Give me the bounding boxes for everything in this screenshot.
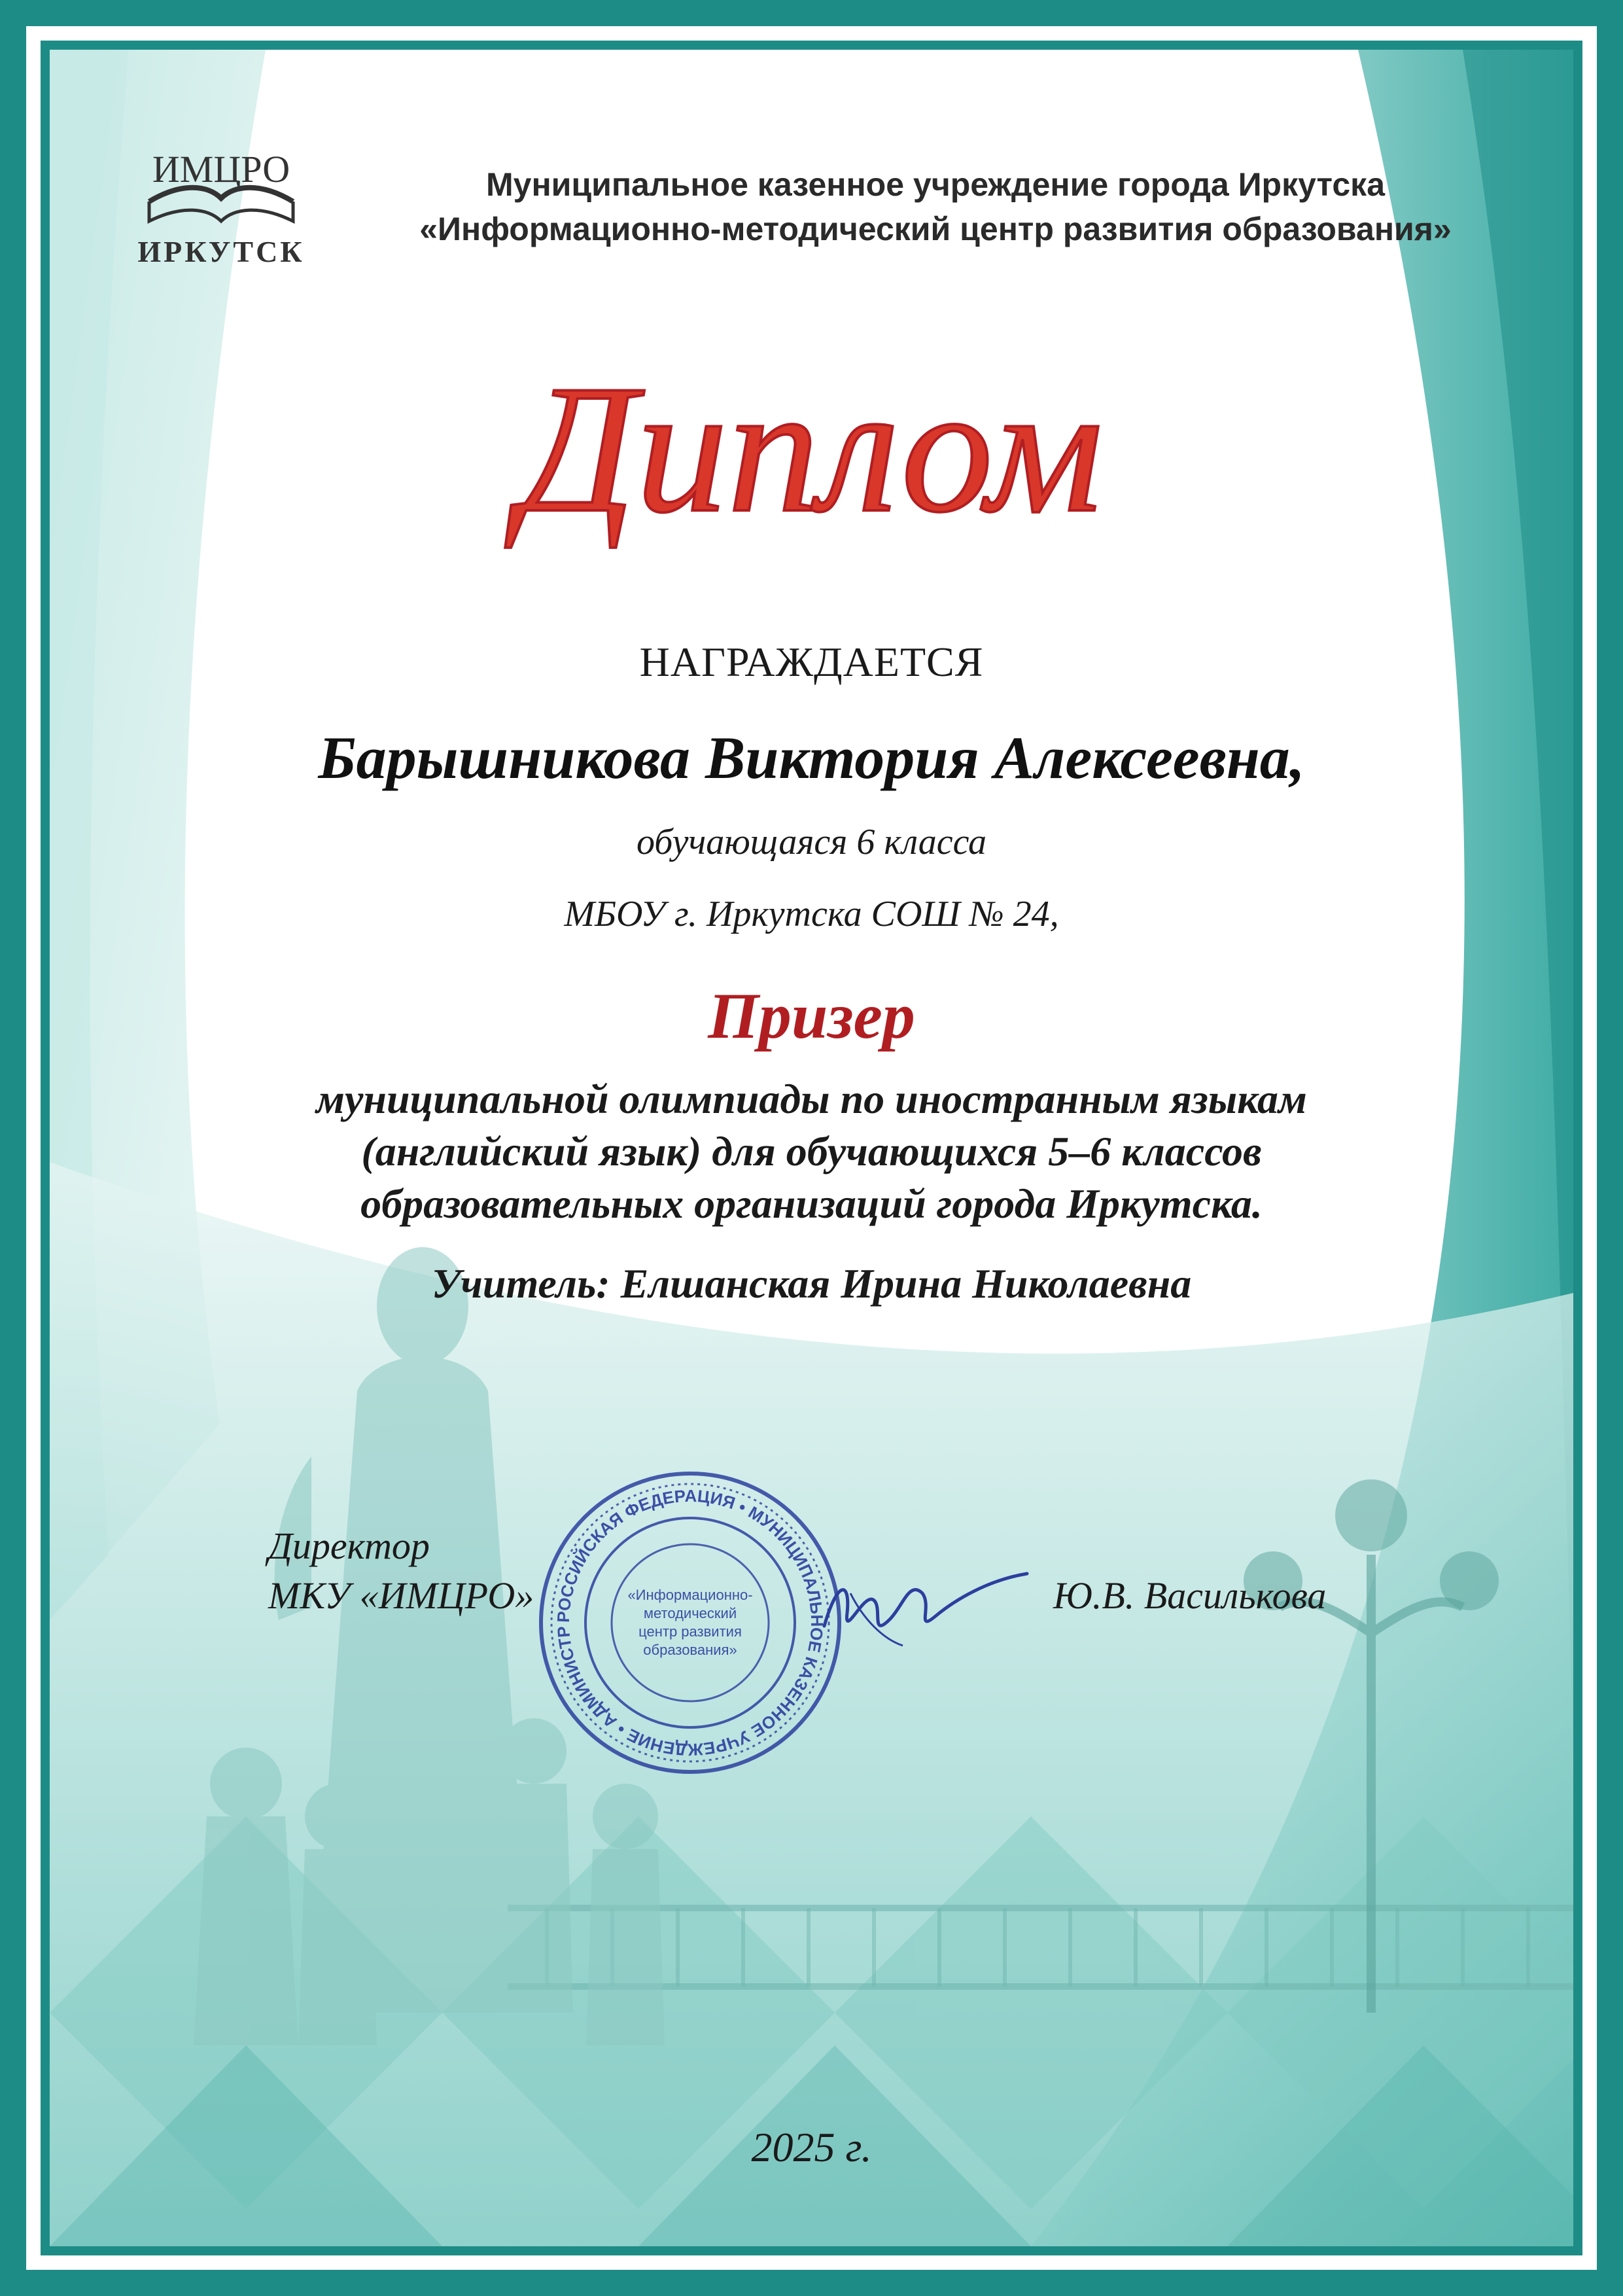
official-stamp	[536, 1469, 844, 1776]
recipient-school: МБОУ г. Иркутска СОШ № 24,	[564, 894, 1059, 934]
diploma-title	[0, 353, 1623, 589]
award-description	[0, 1073, 1623, 1230]
org-name-line1: Муниципальное казенное учреждение города Иркутска	[485, 166, 1386, 203]
signatory-title-line1: Директор	[268, 1525, 430, 1567]
signatory-title	[268, 1521, 534, 1621]
org-name-line2: «Информационно-методический центр развития образования»	[419, 211, 1452, 247]
signatory-name: Ю.В. Василькова	[1053, 1574, 1327, 1617]
organization-header	[419, 162, 1452, 251]
imcro-logo	[123, 123, 319, 280]
stamp-center-line: образования»	[643, 1642, 737, 1658]
logo-top-text: ИМЦРО	[152, 148, 290, 190]
stamp-center-line: центр развития	[638, 1623, 742, 1640]
teacher-line: Учитель: Елшанская Ирина Николаевна	[431, 1260, 1192, 1307]
signature	[811, 1554, 1034, 1659]
recipient-name: Барышникова Виктория Алексеевна,	[318, 724, 1305, 791]
description-line: образовательных организаций города Иркутска.	[360, 1180, 1263, 1227]
award-place: Призер	[708, 980, 915, 1052]
awarded-label: НАГРАЖДАЕТСЯ	[639, 639, 984, 685]
logo-bottom-text: ИРКУТСК	[137, 235, 305, 268]
signatory-title-line2: МКУ «ИМЦРО»	[268, 1574, 534, 1617]
stamp-ring-text: РОССИЙСКАЯ ФЕДЕРАЦИЯ • МУНИЦИПАЛЬНОЕ КАЗЕННОЕ УЧРЕЖДЕНИЕ • АДМИНИСТР	[553, 1485, 828, 1760]
description-line: муниципальной олимпиады по иностранным языкам	[316, 1076, 1307, 1122]
description-line: (английский язык) для обучающихся 5–6 классов	[361, 1128, 1262, 1174]
stamp-center-line: методический	[643, 1605, 737, 1621]
recipient-grade: обучающаяся 6 класса	[636, 822, 986, 862]
diploma-title-text: Диплом	[519, 353, 1103, 550]
issue-year: 2025 г.	[751, 2124, 872, 2170]
stamp-center-line: «Информационно-	[627, 1587, 753, 1603]
